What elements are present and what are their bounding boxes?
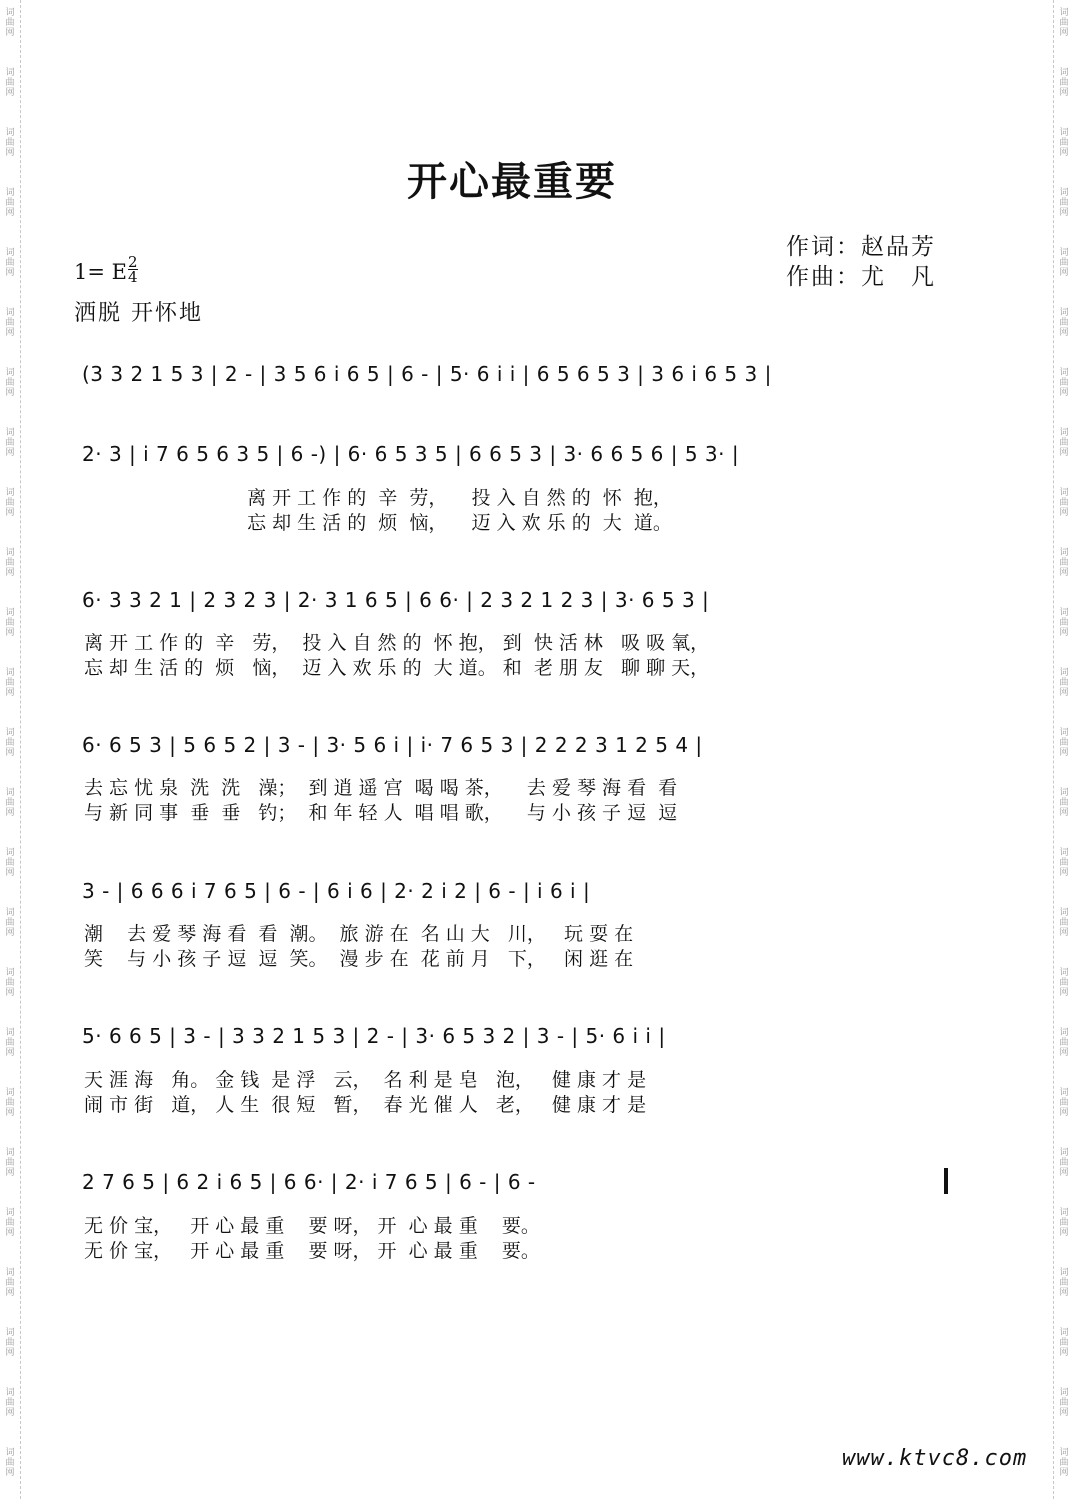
watermark-text: 词 曲 网 xyxy=(5,548,15,578)
watermark-text: 词 曲 网 xyxy=(1059,668,1069,698)
watermark-text: 词 曲 网 xyxy=(5,308,15,338)
watermark-text: 词 曲 网 xyxy=(1059,1088,1069,1118)
watermark-text: 词 曲 网 xyxy=(1059,728,1069,758)
lyric-line: 潮 去 爱 琴 海 看 看 潮。 旅 游 在 名 山 大 川， 玩 耍 在 xyxy=(84,923,634,945)
watermark-text: 词 曲 网 xyxy=(1059,1328,1069,1358)
watermark-text: 词 曲 网 xyxy=(1059,968,1069,998)
tempo-marking: 洒脱 开怀地 xyxy=(74,301,203,326)
notation-row-5: 3 - | 6 6 6 i 7 6 5 | 6 - | 6 i 6 | 2· 2 i 2 | 6 - | i 6 i | xyxy=(82,879,591,903)
watermark-text: 词 曲 网 xyxy=(5,428,15,458)
watermark-text: 词 曲 网 xyxy=(5,1448,15,1478)
lyric-line: 无 价 宝， 开 心 最 重 要 呀， 开 心 最 重 要。 xyxy=(84,1215,540,1237)
watermark-text: 词 曲 网 xyxy=(5,1088,15,1118)
lyric-line: 离 开 工 作 的 辛 劳， 投 入 自 然 的 怀 抱， xyxy=(84,487,672,509)
lyric-line: 离 开 工 作 的 辛 劳， 投 入 自 然 的 怀 抱， 到 快 活 林 吸 吸 氧， xyxy=(84,632,710,654)
lyric-line: 天 涯 海 角。 金 钱 是 浮 云， 名 利 是 皂 泡， 健 康 才 是 xyxy=(84,1069,647,1091)
watermark-text: 词 曲 网 xyxy=(1059,1028,1069,1058)
watermark-text: 词 曲 网 xyxy=(5,68,15,98)
notation-row-4: 6· 6 5 3 | 5 6 5 2 | 3 - | 3· 5 6 i | i· 7 6 5 3 | 2 2 2 3 1 2 5 4 | xyxy=(82,733,703,757)
watermark-text: 词 曲 网 xyxy=(1059,1148,1069,1178)
watermark-text: 词 曲 网 xyxy=(1059,8,1069,38)
watermark-text: 词 曲 网 xyxy=(1059,68,1069,98)
watermark-text: 词 曲 网 xyxy=(1059,188,1069,218)
watermark-text: 词 曲 网 xyxy=(1059,1388,1069,1418)
watermark-text: 词 曲 网 xyxy=(5,1028,15,1058)
watermark-text: 词 曲 网 xyxy=(1059,128,1069,158)
watermark-text: 词 曲 网 xyxy=(5,668,15,698)
watermark-text: 词 曲 网 xyxy=(1059,428,1069,458)
lyric-line: 忘 却 生 活 的 烦 恼， 迈 入 欢 乐 的 大 道。 xyxy=(84,512,672,534)
notation-row-3: 6· 3 3 2 1 | 2 3 2 3 | 2· 3 1 6 5 | 6 6· | 2 3 2 1 2 3 | 3· 6 5 3 | xyxy=(82,588,710,612)
watermark-text: 词 曲 网 xyxy=(5,728,15,758)
watermark-text: 词 曲 网 xyxy=(5,488,15,518)
time-sig-top: 2 xyxy=(128,253,138,271)
watermark-text: 词 曲 网 xyxy=(5,368,15,398)
watermark-text: 词 曲 网 xyxy=(5,848,15,878)
lyric-line: 无 价 宝， 开 心 最 重 要 呀， 开 心 最 重 要。 xyxy=(84,1240,540,1262)
watermark-text: 词 曲 网 xyxy=(5,128,15,158)
watermark-text: 词 曲 网 xyxy=(1059,1268,1069,1298)
watermark-text: 词 曲 网 xyxy=(5,1148,15,1178)
song-title: 开心最重要 xyxy=(407,159,617,205)
watermark-text: 词 曲 网 xyxy=(5,1388,15,1418)
watermark-text: 词 曲 网 xyxy=(1059,1448,1069,1478)
watermark-text: 词 曲 网 xyxy=(1059,788,1069,818)
watermark-text: 词 曲 网 xyxy=(5,608,15,638)
watermark-text: 词 曲 网 xyxy=(1059,248,1069,278)
site-watermark: www.ktvc8.com xyxy=(842,1446,1028,1471)
lyric-line: 笑 与 小 孩 子 逗 逗 笑。 漫 步 在 花 前 月 下， 闲 逛 在 xyxy=(84,948,634,970)
watermark-text: 词 曲 网 xyxy=(1059,548,1069,578)
watermark-text: 词 曲 网 xyxy=(5,8,15,38)
lyric-line: 闹 市 街 道， 人 生 很 短 暂， 春 光 催 人 老， 健 康 才 是 xyxy=(84,1094,647,1116)
watermark-text: 词 曲 网 xyxy=(1059,608,1069,638)
watermark-text: 词 曲 网 xyxy=(5,248,15,278)
watermark-text: 词 曲 网 xyxy=(5,968,15,998)
watermark-text: 词 曲 网 xyxy=(5,908,15,938)
watermark-text: 词 曲 网 xyxy=(5,188,15,218)
watermark-text: 词 曲 网 xyxy=(1059,308,1069,338)
lyric-line: 忘 却 生 活 的 烦 恼， 迈 入 欢 乐 的 大 道。 和 老 朋 友 聊 聊 天， xyxy=(84,657,710,679)
notation-row-7: 2 7 6 5 | 6 2 i 6 5 | 6 6· | 2· i 7 6 5 | 6 - | 6 - xyxy=(82,1170,536,1194)
time-sig-bottom: 4 xyxy=(128,268,138,286)
watermark-text: 词 曲 网 xyxy=(1059,368,1069,398)
watermark-text: 词 曲 网 xyxy=(1059,848,1069,878)
final-barline xyxy=(944,1168,948,1194)
composer-credit: 作曲：尤 凡 xyxy=(786,264,936,290)
time-signature xyxy=(128,255,138,284)
key-signature: 1= E xyxy=(74,260,127,284)
watermark-text: 词 曲 网 xyxy=(1059,908,1069,938)
watermark-text: 词 曲 网 xyxy=(5,1208,15,1238)
lyric-line: 与 新 同 事 垂 垂 钓； 和 年 轻 人 唱 唱 歌， 与 小 孩 子 逗 逗 xyxy=(84,802,678,824)
watermark-text: 词 曲 网 xyxy=(1059,1208,1069,1238)
watermark-text: 词 曲 网 xyxy=(5,1268,15,1298)
watermark-text: 词 曲 网 xyxy=(5,788,15,818)
notation-row-2: 2· 3 | i 7 6 5 6 3 5 | 6 -) | 6· 6 5 3 5 | 6 6 5 3 | 3· 6 6 5 6 | 5 3· | xyxy=(82,442,740,466)
notation-row-6: 5· 6 6 5 | 3 - | 3 3 2 1 5 3 | 2 - | 3· 6 5 3 2 | 3 - | 5· 6 i i | xyxy=(82,1024,666,1048)
watermark-text: 词 曲 网 xyxy=(5,1328,15,1358)
notation-row-1: (3 3 2 1 5 3 | 2 - | 3 5 6 i 6 5 | 6 - | 5· 6 i i | 6 5 6 5 3 | 3 6 i 6 5 3 | xyxy=(82,362,772,386)
watermark-text: 词 曲 网 xyxy=(1059,488,1069,518)
lyricist-credit: 作词：赵品芳 xyxy=(786,234,936,260)
lyric-line: 去 忘 忧 泉 洗 洗 澡； 到 逍 遥 宫 喝 喝 茶， 去 爱 琴 海 看 看 xyxy=(84,777,678,799)
